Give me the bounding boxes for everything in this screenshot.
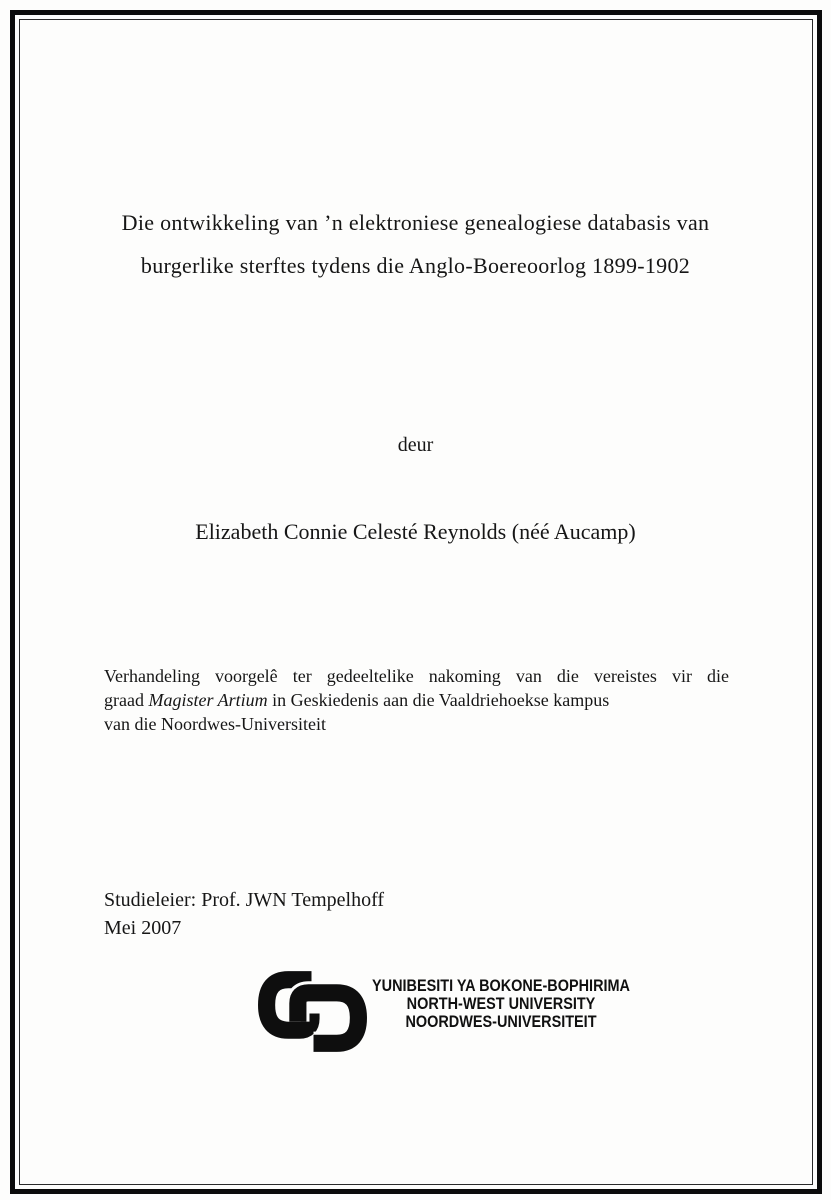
logo-text-english: NORTH-WEST UNIVERSITY: [406, 994, 596, 1013]
author-name: Elizabeth Connie Celesté Reynolds (néé Aucamp): [195, 519, 636, 544]
nwu-chain-link-icon: [256, 970, 369, 1053]
university-logo-text: [372, 977, 630, 1031]
thesis-title-line-1: Die ontwikkeling van ’n elektroniese genealogiese databasis van: [121, 210, 710, 235]
date-line: Mei 2007: [104, 917, 182, 939]
supervisor-block: [104, 886, 384, 942]
submission-line-3: van die Noordwes-Universiteit: [104, 714, 326, 734]
submission-line-2: [104, 688, 729, 712]
submission-line-2-post: in Geskiedenis aan die Vaaldriehoekse kampus: [267, 690, 610, 710]
submission-statement: [104, 664, 729, 736]
degree-name: Magister Artium: [148, 690, 268, 710]
thesis-title: [0, 201, 831, 287]
byline-label: deur: [397, 434, 434, 456]
university-logo: [256, 970, 676, 1053]
supervisor-line: Studieleier: Prof. JWN Tempelhoff: [104, 889, 385, 911]
submission-line-2-pre: graad: [104, 690, 149, 710]
thesis-title-line-2: burgerlike sterftes tydens die Anglo-Boereoorlog 1899-1902: [140, 253, 691, 278]
submission-line-1: Verhandeling voorgelê ter gedeeltelike nakoming van die vereistes vir die: [104, 666, 729, 686]
logo-text-afrikaans: NOORDWES-UNIVERSITEIT: [405, 1012, 597, 1031]
logo-text-setswana: YUNIBESITI YA BOKONE-BOPHIRIMA: [372, 976, 631, 995]
